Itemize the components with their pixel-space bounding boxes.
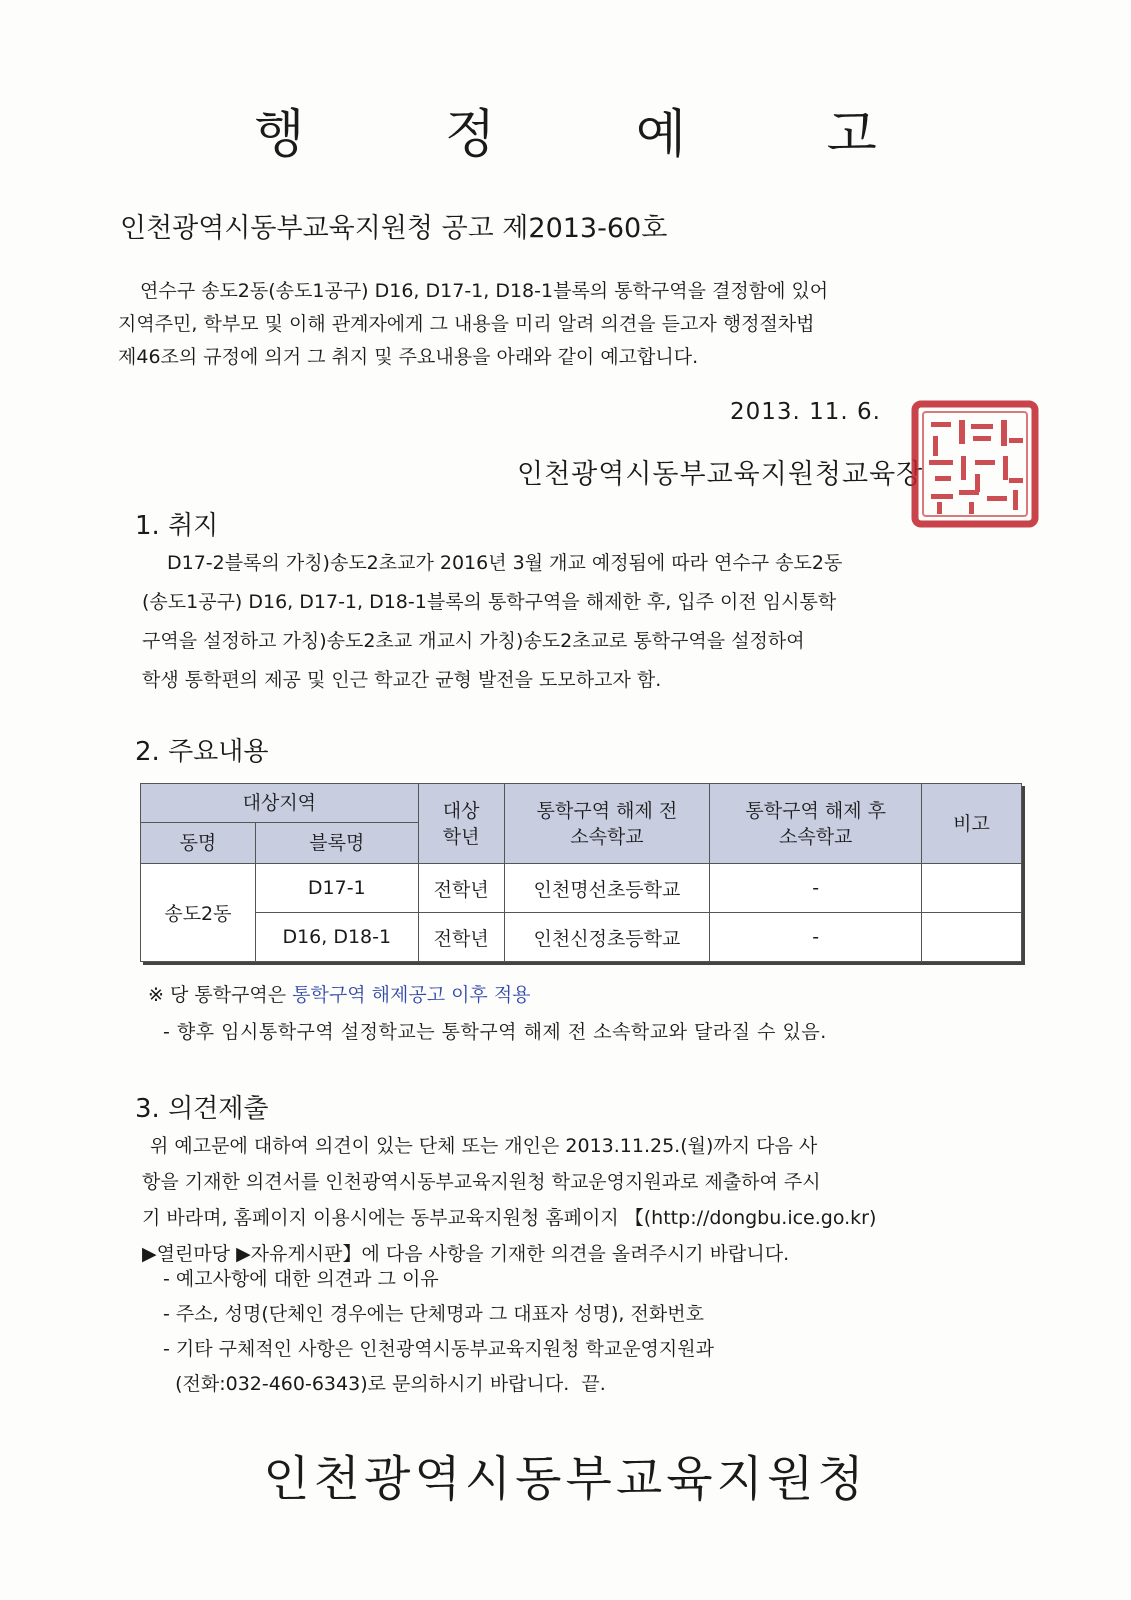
notice-date: 2013. 11. 6. [730, 399, 881, 425]
cell-dong: 송도2동 [141, 864, 256, 962]
section-heading-opinion: 3. 의견제출 [135, 1094, 269, 1124]
cell-before: 인천신정초등학교 [504, 913, 710, 962]
cell-grade: 전학년 [418, 913, 504, 962]
header-target-area: 대상지역 [141, 784, 419, 823]
header-dong: 동명 [141, 823, 256, 864]
note-prefix: ※ 당 통학구역은 [148, 984, 293, 1006]
purpose-paragraph [142, 544, 1022, 700]
list-item: - 기타 구체적인 사항은 인천광역시동부교육지원청 학교운영지원과 [163, 1338, 714, 1360]
footer-issuer: 인천광역시동부교육지원청 [263, 1451, 868, 1507]
note-highlight: 통학구역 해제공고 이후 적용 [292, 984, 531, 1006]
cell-after: - [710, 913, 922, 962]
cell-before: 인천명선초등학교 [504, 864, 710, 913]
notice-number: 인천광역시동부교육지원청 공고 제2013-60호 [120, 213, 668, 244]
list-item: (전화:032-460-6343)로 문의하시기 바랍니다. 끝. [163, 1373, 606, 1395]
header-after: 통학구역 해제 후 소속학교 [710, 784, 922, 864]
purpose-line: 학생 통학편의 제공 및 인근 학교간 균형 발전을 도모하고자 함. [142, 669, 662, 691]
purpose-line: 구역을 설정하고 가칭)송도2초교 개교시 가칭)송도2초교로 통학구역을 설정하여 [142, 630, 805, 652]
table-row [141, 913, 1022, 962]
opinion-items [163, 1262, 714, 1402]
document-title: 행 정 예 고 [254, 105, 939, 165]
header-block: 블록명 [255, 823, 418, 864]
table-subnote: - 향후 임시통학구역 설정학교는 통학구역 해제 전 소속학교와 달라질 수 있음. [163, 1021, 827, 1043]
official-seal-icon [909, 398, 1041, 530]
table-note [148, 980, 531, 1007]
intro-line: 제46조의 규정에 의거 그 취지 및 주요내용을 아래와 같이 예고합니다. [118, 346, 699, 368]
school-district-table [140, 783, 1022, 962]
cell-after: - [710, 864, 922, 913]
header-grade: 대상 학년 [418, 784, 504, 864]
purpose-line: D17-2블록의 가칭)송도2초교가 2016년 3월 개교 예정됨에 따라 연수구 송도2동 [167, 552, 843, 574]
issuer-name: 인천광역시동부교육지원청교육장 [517, 459, 924, 490]
intro-line: 연수구 송도2동(송도1공구) D16, D17-1, D18-1블록의 통학구역을 결정함에 있어 [140, 280, 829, 302]
cell-remark [922, 913, 1022, 962]
opinion-line: 기 바라며, 홈페이지 이용시에는 동부교육지원청 홈페이지 【(http://dongbu.ice.go.kr) [142, 1207, 877, 1229]
cell-block: D17-1 [255, 864, 418, 913]
opinion-line: 항을 기재한 의견서를 인천광역시동부교육지원청 학교운영지원과로 제출하여 주시 [142, 1171, 821, 1193]
cell-block: D16, D18-1 [255, 913, 418, 962]
header-remark: 비고 [922, 784, 1022, 864]
opinion-paragraph [142, 1128, 1022, 1272]
list-item: - 예고사항에 대한 의견과 그 이유 [163, 1268, 439, 1290]
intro-paragraph [118, 275, 1018, 374]
table-row [141, 864, 1022, 913]
cell-grade: 전학년 [418, 864, 504, 913]
purpose-line: (송도1공구) D16, D17-1, D18-1블록의 통학구역을 해제한 후, 입주 이전 임시통학 [142, 591, 837, 613]
cell-remark [922, 864, 1022, 913]
opinion-line: ▶열린마당 ▶자유게시판】에 다음 사항을 기재한 의견을 올려주시기 바랍니다. [142, 1243, 790, 1265]
section-heading-purpose: 1. 취지 [135, 511, 219, 541]
list-item: - 주소, 성명(단체인 경우에는 단체명과 그 대표자 성명), 전화번호 [163, 1303, 704, 1325]
intro-line: 지역주민, 학부모 및 이해 관계자에게 그 내용을 미리 알려 의견을 듣고자 행정절차법 [118, 313, 815, 335]
opinion-line: 위 예고문에 대하여 의견이 있는 단체 또는 개인은 2013.11.25.(월)까지 다음 사 [150, 1135, 818, 1157]
header-before: 통학구역 해제 전 소속학교 [504, 784, 710, 864]
section-heading-content: 2. 주요내용 [135, 737, 269, 767]
